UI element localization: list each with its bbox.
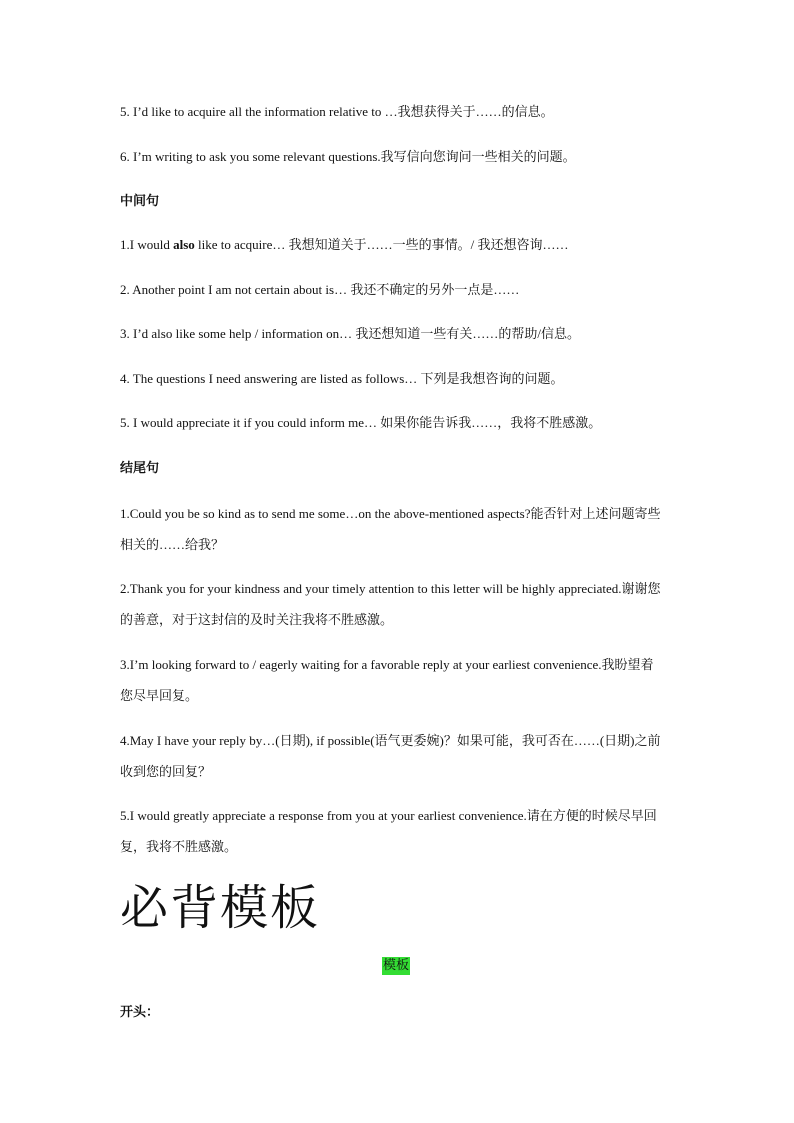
middle-item-3: 3. I’d also like some help / information on… 我还想知道一些有关……的帮助/信息。	[120, 326, 581, 341]
middle-item-1-post: like to acquire… 我想知道关于……一些的事情。/ 我还想咨询……	[194, 237, 569, 252]
ending-item-3: 3.I’m looking forward to / eagerly waiting for a favorable reply at your earliest convenience.我盼望着您尽早回复。	[120, 657, 654, 703]
middle-heading: 中间句	[120, 193, 160, 208]
middle-item-2: 2. Another point I am not certain about is… 我还不确定的另外一点是……	[120, 282, 520, 297]
middle-item-1-bold: also	[173, 237, 195, 252]
opening-label: 开头：	[120, 1005, 160, 1020]
ending-item-2: 2.Thank you for your kindness and your timely attention to this letter will be highly appreciated.谢谢您的善意，对于这封信的及时关注我将不胜感激。	[120, 581, 661, 627]
opening-sentence-5: 5. I’d like to acquire all the information relative to …我想获得关于……的信息。	[120, 104, 554, 119]
ending-heading: 结尾句	[120, 460, 160, 475]
opening-sentence-6: 6. I’m writing to ask you some relevant questions.我写信向您询问一些相关的问题。	[120, 149, 576, 164]
middle-item-1-pre: 1.I would	[120, 237, 174, 252]
template-title: 必背模板	[120, 880, 321, 936]
ending-item-5: 5.I would greatly appreciate a response from you at your earliest convenience.请在方便的时候尽早回复，我将不胜感激。	[120, 808, 657, 854]
ending-item-1: 1.Could you be so kind as to send me some…on the above-mentioned aspects?能否针对上述问题寄些相关的……给我？	[120, 506, 661, 552]
ending-item-4: 4.May I have your reply by…(日期), if possible(语气更委婉)？如果可能，我可否在……(日期)之前收到您的回复？	[120, 733, 661, 779]
middle-item-1	[120, 235, 665, 255]
template-tag: 模板	[383, 958, 410, 973]
middle-item-4: 4. The questions I need answering are listed as follows… 下列是我想咨询的问题。	[120, 371, 564, 386]
middle-item-5: 5. I would appreciate it if you could inform me… 如果你能告诉我……，我将不胜感激。	[120, 415, 602, 430]
